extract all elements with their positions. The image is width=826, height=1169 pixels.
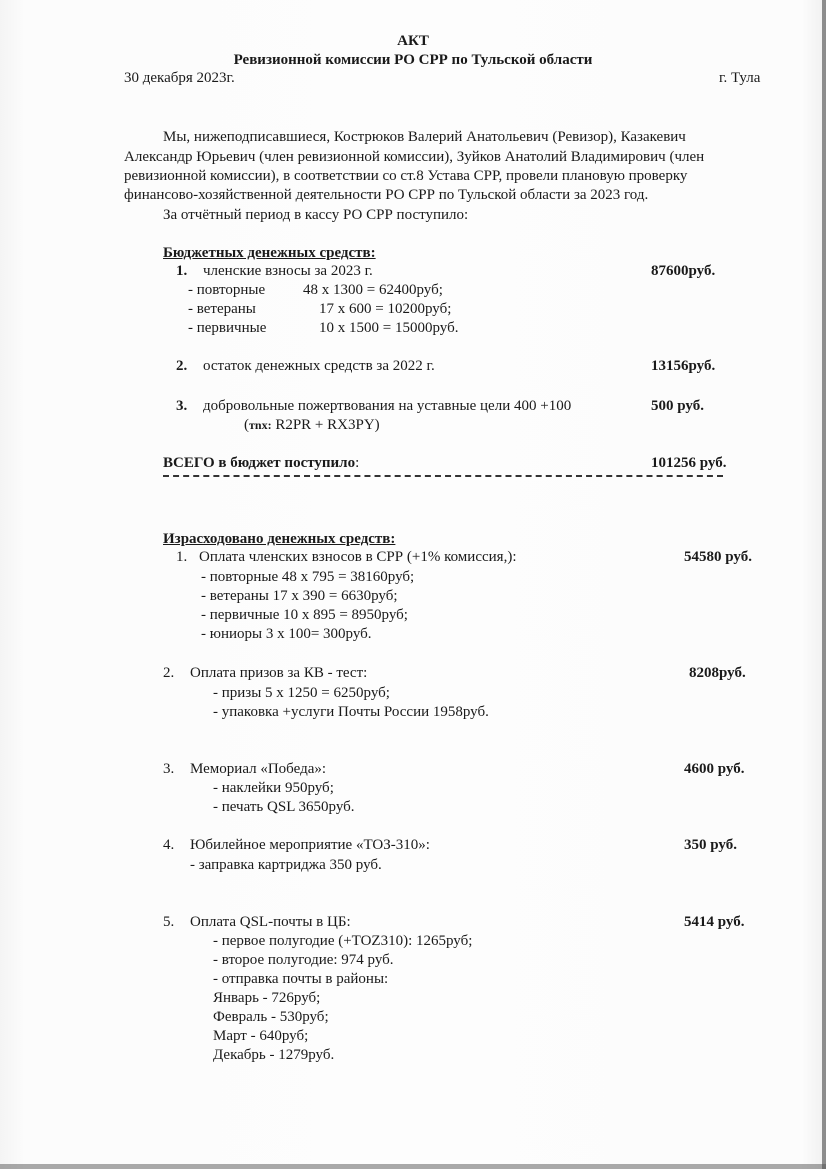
expense-item-text: Юбилейное мероприятие «ТОЗ-310»: [190, 837, 430, 853]
expense-item-num: 3. [163, 761, 175, 777]
income-item-num: 1. [176, 263, 188, 279]
expense-detail: Март - 640руб; [213, 1028, 309, 1044]
income-detail-calc: 17 х 600 = 10200руб; [319, 301, 452, 317]
income-item-amount: 13156руб. [651, 358, 716, 374]
income-item-amount: 87600руб. [651, 263, 716, 279]
expense-detail: - первичные 10 х 895 = 8950руб; [201, 607, 408, 623]
tnx-label: тnx: [249, 418, 272, 432]
expense-item-amount: 5414 руб. [684, 914, 745, 930]
income-item-num: 2. [176, 358, 188, 374]
income-detail-calc: 48 х 1300 = 62400руб; [303, 282, 443, 298]
income-total-text: ВСЕГО в бюджет поступило [163, 455, 356, 471]
document-date: 30 декабря 2023г. [124, 70, 235, 86]
expense-item-text: Оплата членских взносов в СРР (+1% комиссия,): [199, 549, 517, 565]
income-item-text: остаток денежных средств за 2022 г. [203, 358, 435, 374]
expense-detail: Январь - 726руб; [213, 990, 321, 1006]
expense-detail: - призы 5 х 1250 = 6250руб; [213, 685, 390, 701]
income-item-text: добровольные пожертвования на уставные цели 400 +100 [203, 398, 572, 414]
scan-edge-bottom [0, 1164, 826, 1169]
expense-item-num: 1. [176, 549, 188, 565]
income-total-amount: 101256 руб. [651, 455, 727, 471]
expense-item-num: 2. [163, 665, 175, 681]
expense-detail: - второе полугодие: 974 руб. [213, 952, 394, 968]
document-city: г. Тула [719, 70, 761, 86]
intro-line-4: финансово-хозяйственной деятельности РО СРР по Тульской области за 2023 год. [124, 187, 649, 203]
tnx-callsigns: R2PR + RX3PY) [275, 417, 380, 433]
income-item-num: 3. [176, 398, 188, 414]
expense-item-amount: 350 руб. [684, 837, 737, 853]
expense-detail: - ветераны 17 х 390 = 6630руб; [201, 588, 398, 604]
expense-item-num: 5. [163, 914, 175, 930]
expense-item-amount: 54580 руб. [684, 549, 752, 565]
income-detail-label: - повторные [188, 282, 266, 298]
expense-detail: Декабрь - 1279руб. [213, 1047, 335, 1063]
intro-line-1: Мы, нижеподписавшиеся, Кострюков Валерий Анатольевич (Ревизор), Казакевич [163, 129, 686, 145]
expense-detail: - наклейки 950руб; [213, 780, 334, 796]
expense-item-amount: 4600 руб. [684, 761, 745, 777]
expense-item-text: Мемориал «Победа»: [190, 761, 327, 777]
expense-detail: Февраль - 530руб; [213, 1009, 329, 1025]
income-item-text: членские взносы за 2023 г. [203, 263, 373, 279]
dashed-separator [163, 475, 723, 477]
income-detail-label: - ветераны [188, 301, 256, 317]
expense-detail: - первое полугодие (+TOZ310): 1265руб; [213, 933, 473, 949]
income-tnx: (тnx: R2PR + RX3PY) [244, 417, 380, 433]
income-total-colon: : [355, 455, 360, 471]
income-detail-label: - первичные [188, 320, 267, 336]
document-title: АКТ [397, 33, 429, 49]
expense-detail: - печать QSL 3650руб. [213, 799, 355, 815]
intro-line-3: ревизионной комиссии), в соответствии со ст.8 Устава СРР, провели плановую проверку [124, 168, 688, 184]
expense-detail: - упаковка +услуги Почты России 1958руб. [213, 704, 489, 720]
expense-detail: - юниоры 3 х 100= 300руб. [201, 626, 372, 642]
expense-detail: - отправка почты в районы: [213, 971, 389, 987]
expense-item-text: Оплата QSL-почты в ЦБ: [190, 914, 351, 930]
document-subtitle: Ревизионной комиссии РО СРР по Тульской области [233, 52, 593, 68]
expense-detail: - заправка картриджа 350 руб. [190, 857, 382, 873]
expense-item-num: 4. [163, 837, 175, 853]
intro-line-5: За отчётный период в кассу РО СРР поступило: [163, 207, 469, 223]
income-item-amount: 500 руб. [651, 398, 704, 414]
income-heading: Бюджетных денежных средств: [163, 245, 376, 261]
expenses-heading: Израсходовано денежных средств: [163, 531, 396, 547]
income-detail-calc: 10 х 1500 = 15000руб. [319, 320, 459, 336]
expense-item-amount: 8208руб. [689, 665, 746, 681]
scan-edge-right [822, 0, 826, 1169]
expense-item-text: Оплата призов за КВ - тест: [190, 665, 368, 681]
expense-detail: - повторные 48 х 795 = 38160руб; [201, 569, 415, 585]
income-total-label [163, 454, 359, 472]
intro-line-2: Александр Юрьевич (член ревизионной комиссии), Зуйков Анатолий Владимирович (член [124, 149, 705, 165]
